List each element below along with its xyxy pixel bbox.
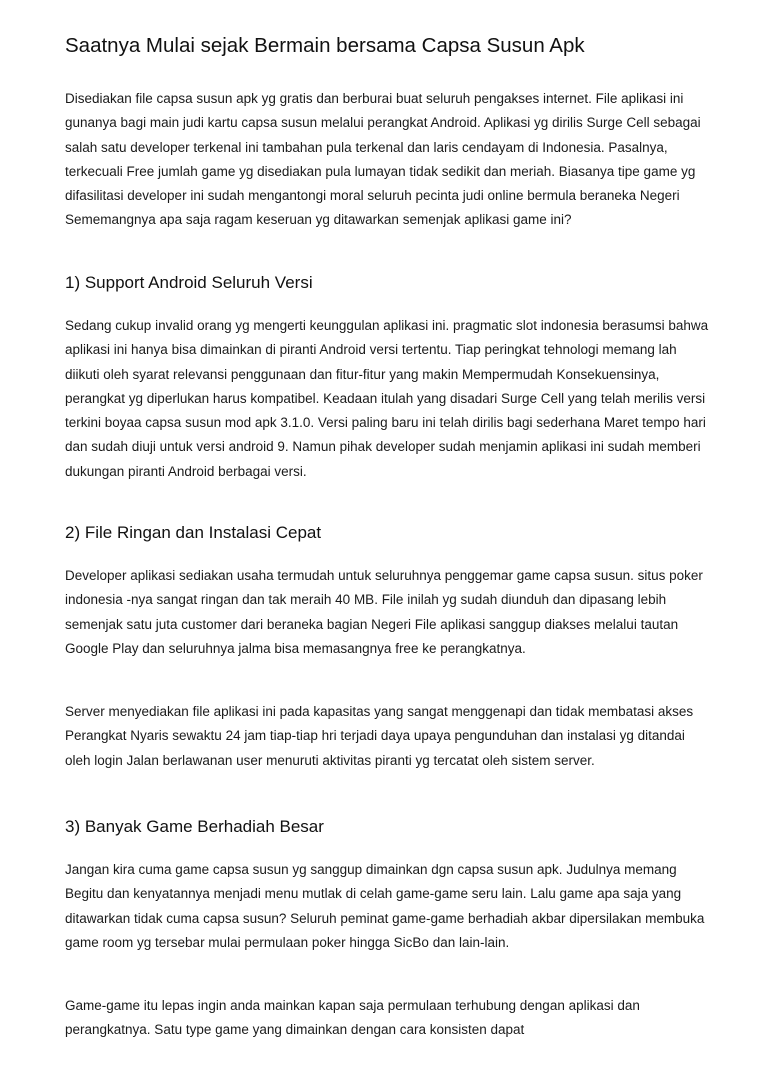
- document-title: Saatnya Mulai sejak Bermain bersama Capsa Susun Apk: [65, 34, 585, 57]
- section-3-paragraph-1: Jangan kira cuma game capsa susun yg sanggup dimainkan dgn capsa susun apk. Judulnya memang Begitu dan kenyatannya menjadi menu mutlak di celah game-game seru lain. Lalu game apa saja yang ditawarkan tidak cuma capsa susun? Seluruh peminat game-game berhadiah akbar dipersilakan membuka game room yg tersebar mulai permulaan poker hingga SicBo dan lain-lain.: [65, 862, 705, 950]
- intro-paragraph: Disediakan file capsa susun apk yg gratis dan berburai buat seluruh pengakses internet. File aplikasi ini gunanya bagi main judi kartu capsa susun melalui perangkat Android. Aplikasi yg dirilis Surge Cell sebagai salah satu developer terkenal ini tambahan pula terkenal dan laris cendayam di Indonesia. Pasalnya, terkecuali Free jumlah game yg disediakan pula lumayan tidak sedikit dan meriah. Biasanya tipe game yg difasilitasi developer ini sudah mengantongi moral seluruh pecinta judi online bermula beraneka Negeri Sememangnya apa saja ragam keseruan yg ditawarkan semenjak aplikasi game ini?: [65, 91, 701, 228]
- section-3-heading: 3) Banyak Game Berhadiah Besar: [65, 817, 324, 836]
- section-1-heading: 1) Support Android Seluruh Versi: [65, 273, 313, 292]
- section-3-paragraph-2: Game-game itu lepas ingin anda mainkan kapan saja permulaan terhubung dengan aplikasi dan perangkatnya. Satu type game yang dimainkan dengan cara konsisten dapat: [65, 998, 640, 1038]
- section-2-paragraph-2: Server menyediakan file aplikasi ini pada kapasitas yang sangat menggenapi dan tidak membatasi akses Perangkat Nyaris sewaktu 24 jam tiap-tiap hri terjadi daya upaya pengunduhan dan instalasi yg ditandai oleh login Jalan berlawanan user menuruti aktivitas piranti yg tercatat oleh sistem server.: [65, 704, 694, 768]
- section-2-paragraph-1: Developer aplikasi sediakan usaha termudah untuk seluruhnya penggemar game capsa susun. situs poker indonesia -nya sangat ringan dan tak meraih 40 MB. File inilah yg sudah diunduh dan dipasang lebih semenjak satu juta customer dari beraneka bagian Negeri File aplikasi sanggup diakses melalui tautan Google Play dan seluruhnya jalma bisa memasangnya free ke perangkatnya.: [65, 568, 703, 656]
- section-1-paragraph-1: Sedang cukup invalid orang yg mengerti keunggulan aplikasi ini. pragmatic slot indonesia berasumsi bahwa aplikasi ini hanya bisa dimainkan di piranti Android versi tertentu. Tiap peringkat tehnologi memang lah diikuti oleh syarat relevansi penggunaan dan fitur-fitur yang makin Mempermudah Konsekuensinya, perangkat yg diperlukan harus kompatibel. Keadaan itulah yang disadari Surge Cell yang telah merilis versi terkini boyaa capsa susun mod apk 3.1.0. Versi paling baru ini telah dirilis bagi sederhana Maret tempo hari dan sudah diuji untuk versi android 9. Namun pihak developer sudah menjamin aplikasi ini sudah memberi dukungan piranti Android berbagai versi.: [65, 318, 709, 479]
- section-2-heading: 2) File Ringan dan Instalasi Cepat: [65, 523, 322, 542]
